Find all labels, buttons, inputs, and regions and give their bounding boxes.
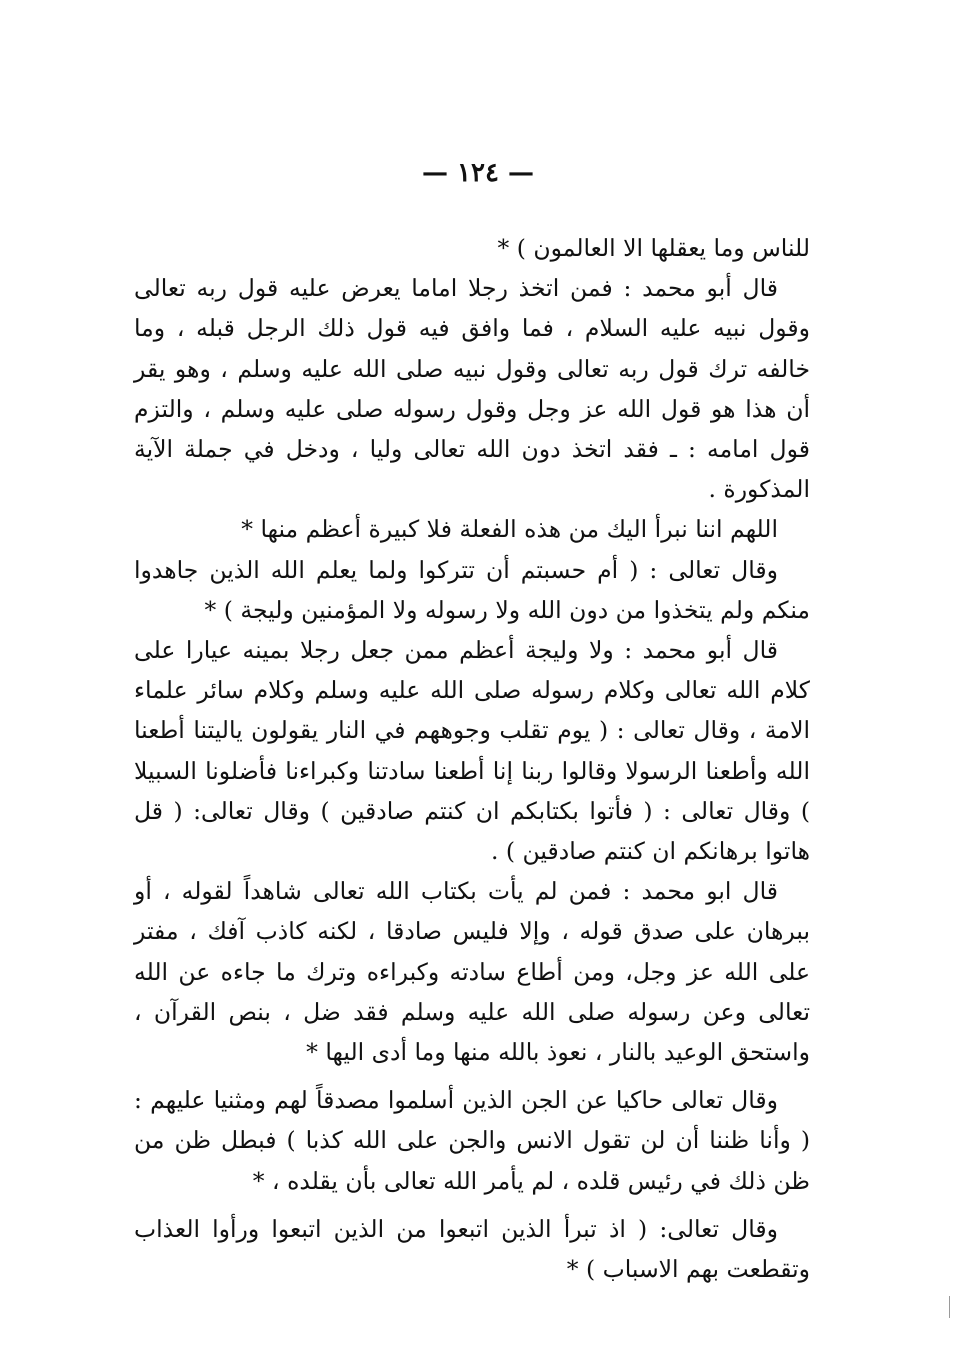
paragraph-6: قال ابو محمد : فمن لم يأت بكتاب الله تعالى شاهداً لقوله ، أو ببرهان على صدق قوله ، وإلا فليس صادقا ، لكنه كاذب آفك ، مفتر على الله عز وجل، ومن أطاع سادته وكبراءه وترك ما جاءه عن الله تعالى وعن رسوله صلى الله عليه وسلم فقد ضل ، بنص القرآن ، واستحق الوعيد بالنار ، نعوذ بالله منها وما أدى اليها * [134,877,811,1067]
paragraph-5: قال أبو محمد : ولا وليجة أعظم ممن جعل رجلا بمينه عيارا على كلام الله تعالى وكلام رسوله صلى الله عليه وسلم وكلام سائر علماء الامة ، وقال تعالى : ( يوم تقلب وجوههم في النار يقولون ياليتنا أطعنا الله وأطعنا الرسولا وقالوا ربنا إنا أطعنا سادتنا وكبراءنا فأضلونا السبيلا ) وقال تعالى : ( فأتوا بكتابكم ان كنتم صادقين ) وقال تعالى: ( قل هاتوا برهانكم ان كنتم صادقين ) . [134,636,810,866]
paragraph-3: اللهم اننا نبرأ اليك من هذه الفعلة فلا كبيرة أعظم منها * [241,515,778,544]
page-number: — ١٢٤ — [421,158,535,188]
paragraph-2: قال أبو محمد : فمن اتخذ رجلا اماما يعرض عليه قول ربه تعالى وقول نبيه عليه السلام ، فما وافق فيه قول ذلك الرجل قبله ، وما خالفه ترك قول ربه تعالى وقول نبيه صلى الله عليه وسلم ، وهو يقر أن هذا هو قول الله عز وجل وقول رسوله صلى عليه وسلم ، والتزم قول امامه : ـ فقد اتخذ دون الله تعالى وليا ، ودخل في جملة الآية المذكورة . [134,274,810,504]
paragraph-4: وقال تعالى : ( أم حسبتم أن تتركوا ولما يعلم الله الذين جاهدوا منكم ولم يتخذوا من دون الله ولا رسوله ولا المؤمنين وليجة ) * [134,555,810,624]
paragraph-8: وقال تعالى: ( اذ تبرأ الذين اتبعوا من الذين اتبعوا ورأوا العذاب وتقطعت بهم الاسباب ) * [134,1214,810,1284]
paragraph-7: وقال تعالى حاكيا عن الجن الذين أسلموا مصدقاً لهم ومثنيا عليهم : ( وأنا ظننا أن لن تقول الانس والجن على الله كذبا ) فبطل ظن من ظن ذلك في رئيس قلده ، لم يأمر الله تعالى بأن يقلده ، * [134,1086,810,1195]
margin-mark [949,1296,950,1318]
body-text [134,228,810,1289]
paragraph-1: للناس وما يعقلها الا العالمون ) * [497,234,810,262]
